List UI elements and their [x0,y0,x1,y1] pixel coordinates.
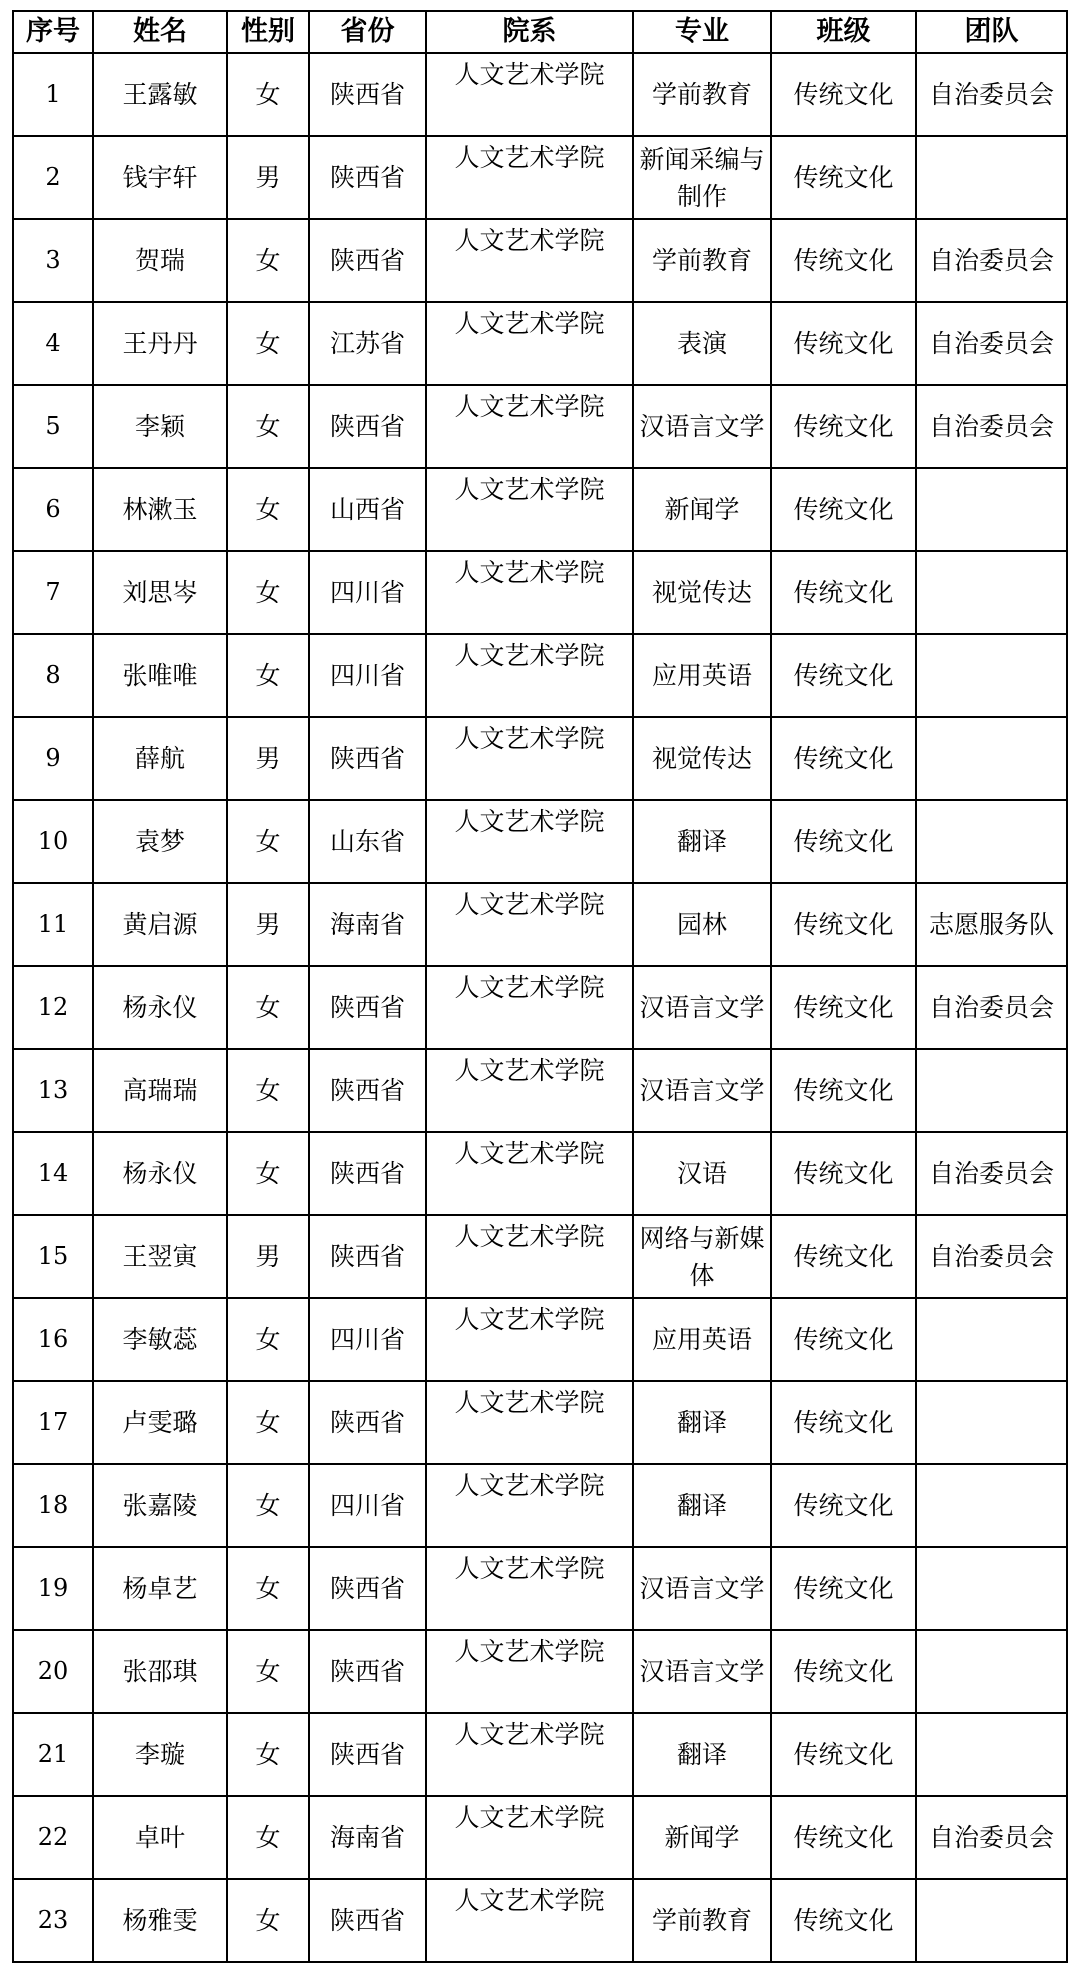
cell-team [916,1547,1067,1630]
cell-class: 传统文化 [771,966,916,1049]
cell-class: 传统文化 [771,1049,916,1132]
cell-gender: 女 [227,53,309,136]
cell-dept: 人文艺术学院 [426,1381,633,1464]
cell-class: 传统文化 [771,800,916,883]
table-row [13,1132,1067,1215]
cell-major: 视觉传达 [633,717,771,800]
table-row [13,1547,1067,1630]
cell-dept: 人文艺术学院 [426,1049,633,1132]
cell-gender: 女 [227,1713,309,1796]
cell-dept: 人文艺术学院 [426,1298,633,1381]
table-row [13,1298,1067,1381]
cell-team [916,1879,1067,1962]
table-row [13,1464,1067,1547]
cell-gender: 女 [227,1630,309,1713]
header-team: 团队 [916,11,1067,53]
cell-major: 汉语言文学 [633,1049,771,1132]
cell-province: 陕西省 [309,1547,426,1630]
cell-province: 陕西省 [309,1049,426,1132]
cell-class: 传统文化 [771,385,916,468]
cell-name: 薛航 [93,717,227,800]
cell-num: 6 [13,468,93,551]
cell-team [916,717,1067,800]
cell-dept: 人文艺术学院 [426,551,633,634]
cell-major: 翻译 [633,1713,771,1796]
table-row [13,551,1067,634]
cell-team [916,1298,1067,1381]
table-row [13,883,1067,966]
cell-class: 传统文化 [771,1630,916,1713]
cell-class: 传统文化 [771,1132,916,1215]
cell-dept: 人文艺术学院 [426,302,633,385]
table-row [13,53,1067,136]
cell-name: 袁梦 [93,800,227,883]
table-row [13,1049,1067,1132]
cell-dept: 人文艺术学院 [426,385,633,468]
cell-dept: 人文艺术学院 [426,136,633,219]
header-class: 班级 [771,11,916,53]
table-body [13,53,1067,1962]
cell-major: 学前教育 [633,53,771,136]
cell-name: 杨永仪 [93,966,227,1049]
cell-team: 自治委员会 [916,385,1067,468]
cell-team [916,800,1067,883]
cell-num: 16 [13,1298,93,1381]
cell-name: 卢雯璐 [93,1381,227,1464]
cell-gender: 女 [227,1381,309,1464]
cell-dept: 人文艺术学院 [426,1796,633,1879]
cell-gender: 男 [227,1215,309,1298]
cell-team [916,468,1067,551]
cell-name: 高瑞瑞 [93,1049,227,1132]
cell-dept: 人文艺术学院 [426,717,633,800]
cell-major: 汉语言文学 [633,1630,771,1713]
cell-num: 5 [13,385,93,468]
cell-team: 自治委员会 [916,302,1067,385]
cell-province: 陕西省 [309,219,426,302]
cell-name: 李颖 [93,385,227,468]
cell-gender: 女 [227,1547,309,1630]
cell-dept: 人文艺术学院 [426,1879,633,1962]
header-major: 专业 [633,11,771,53]
header-num: 序号 [13,11,93,53]
cell-province: 海南省 [309,883,426,966]
cell-province: 江苏省 [309,302,426,385]
cell-dept: 人文艺术学院 [426,1464,633,1547]
cell-province: 山西省 [309,468,426,551]
header-province: 省份 [309,11,426,53]
table-row [13,800,1067,883]
cell-major: 应用英语 [633,634,771,717]
cell-team [916,1713,1067,1796]
cell-major: 汉语 [633,1132,771,1215]
cell-province: 陕西省 [309,1630,426,1713]
cell-gender: 男 [227,136,309,219]
table-row [13,1713,1067,1796]
cell-num: 11 [13,883,93,966]
cell-gender: 女 [227,468,309,551]
table-row [13,136,1067,219]
cell-gender: 女 [227,385,309,468]
cell-major: 应用英语 [633,1298,771,1381]
cell-major: 网络与新媒体 [633,1215,771,1298]
cell-class: 传统文化 [771,717,916,800]
cell-major: 翻译 [633,800,771,883]
cell-class: 传统文化 [771,302,916,385]
cell-class: 传统文化 [771,1547,916,1630]
cell-num: 13 [13,1049,93,1132]
cell-name: 刘思岑 [93,551,227,634]
cell-class: 传统文化 [771,1381,916,1464]
cell-name: 王丹丹 [93,302,227,385]
cell-dept: 人文艺术学院 [426,966,633,1049]
cell-team: 自治委员会 [916,1796,1067,1879]
cell-class: 传统文化 [771,219,916,302]
cell-class: 传统文化 [771,1713,916,1796]
cell-num: 19 [13,1547,93,1630]
cell-num: 12 [13,966,93,1049]
cell-class: 传统文化 [771,883,916,966]
cell-class: 传统文化 [771,136,916,219]
cell-province: 陕西省 [309,966,426,1049]
cell-gender: 女 [227,1796,309,1879]
cell-class: 传统文化 [771,468,916,551]
table-row [13,1381,1067,1464]
cell-team [916,1630,1067,1713]
cell-dept: 人文艺术学院 [426,1215,633,1298]
cell-class: 传统文化 [771,1796,916,1879]
cell-gender: 女 [227,1049,309,1132]
header-name: 姓名 [93,11,227,53]
table-row [13,1796,1067,1879]
cell-province: 陕西省 [309,385,426,468]
cell-team [916,136,1067,219]
cell-major: 学前教育 [633,1879,771,1962]
cell-team: 志愿服务队 [916,883,1067,966]
cell-num: 4 [13,302,93,385]
cell-num: 3 [13,219,93,302]
cell-dept: 人文艺术学院 [426,1132,633,1215]
cell-num: 21 [13,1713,93,1796]
cell-team [916,1464,1067,1547]
cell-province: 陕西省 [309,717,426,800]
student-roster-table [12,10,1068,1963]
cell-province: 陕西省 [309,53,426,136]
table-row [13,385,1067,468]
cell-class: 传统文化 [771,1215,916,1298]
cell-team: 自治委员会 [916,1215,1067,1298]
cell-province: 陕西省 [309,1713,426,1796]
cell-num: 1 [13,53,93,136]
cell-province: 陕西省 [309,1215,426,1298]
cell-dept: 人文艺术学院 [426,800,633,883]
cell-num: 9 [13,717,93,800]
cell-num: 15 [13,1215,93,1298]
cell-name: 王露敏 [93,53,227,136]
cell-dept: 人文艺术学院 [426,53,633,136]
cell-major: 学前教育 [633,219,771,302]
cell-num: 22 [13,1796,93,1879]
cell-province: 四川省 [309,634,426,717]
table-row [13,634,1067,717]
cell-num: 8 [13,634,93,717]
cell-name: 张嘉陵 [93,1464,227,1547]
cell-name: 李敏蕊 [93,1298,227,1381]
cell-class: 传统文化 [771,634,916,717]
cell-class: 传统文化 [771,1879,916,1962]
table-row [13,966,1067,1049]
cell-province: 陕西省 [309,1132,426,1215]
cell-major: 翻译 [633,1464,771,1547]
table-row [13,468,1067,551]
cell-province: 四川省 [309,1298,426,1381]
table-row [13,1879,1067,1962]
header-dept: 院系 [426,11,633,53]
cell-name: 杨卓艺 [93,1547,227,1630]
cell-gender: 男 [227,717,309,800]
cell-team: 自治委员会 [916,1132,1067,1215]
cell-gender: 女 [227,1298,309,1381]
cell-num: 10 [13,800,93,883]
cell-name: 杨雅雯 [93,1879,227,1962]
cell-class: 传统文化 [771,53,916,136]
cell-class: 传统文化 [771,551,916,634]
table-row [13,219,1067,302]
cell-dept: 人文艺术学院 [426,883,633,966]
cell-num: 23 [13,1879,93,1962]
cell-province: 陕西省 [309,1381,426,1464]
cell-gender: 女 [227,634,309,717]
cell-gender: 女 [227,1132,309,1215]
cell-major: 视觉传达 [633,551,771,634]
cell-major: 汉语言文学 [633,1547,771,1630]
cell-dept: 人文艺术学院 [426,1630,633,1713]
cell-dept: 人文艺术学院 [426,634,633,717]
cell-dept: 人文艺术学院 [426,1547,633,1630]
cell-team: 自治委员会 [916,53,1067,136]
cell-name: 卓叶 [93,1796,227,1879]
cell-gender: 女 [227,966,309,1049]
cell-dept: 人文艺术学院 [426,219,633,302]
cell-province: 四川省 [309,551,426,634]
cell-gender: 女 [227,800,309,883]
cell-major: 新闻采编与制作 [633,136,771,219]
cell-num: 14 [13,1132,93,1215]
cell-name: 钱宇轩 [93,136,227,219]
cell-num: 18 [13,1464,93,1547]
cell-major: 表演 [633,302,771,385]
cell-team [916,634,1067,717]
cell-province: 陕西省 [309,136,426,219]
cell-major: 汉语言文学 [633,966,771,1049]
cell-class: 传统文化 [771,1298,916,1381]
cell-team: 自治委员会 [916,219,1067,302]
table-row [13,302,1067,385]
header-gender: 性别 [227,11,309,53]
cell-gender: 女 [227,219,309,302]
cell-gender: 男 [227,883,309,966]
cell-major: 新闻学 [633,468,771,551]
cell-team: 自治委员会 [916,966,1067,1049]
cell-num: 2 [13,136,93,219]
cell-name: 李璇 [93,1713,227,1796]
cell-class: 传统文化 [771,1464,916,1547]
cell-num: 20 [13,1630,93,1713]
header-row [13,11,1067,53]
table-row [13,1630,1067,1713]
cell-name: 林漱玉 [93,468,227,551]
cell-major: 翻译 [633,1381,771,1464]
cell-major: 新闻学 [633,1796,771,1879]
cell-name: 杨永仪 [93,1132,227,1215]
cell-dept: 人文艺术学院 [426,1713,633,1796]
cell-province: 陕西省 [309,1879,426,1962]
cell-gender: 女 [227,1879,309,1962]
cell-major: 汉语言文学 [633,385,771,468]
cell-team [916,1049,1067,1132]
cell-name: 王翌寅 [93,1215,227,1298]
cell-name: 张邵琪 [93,1630,227,1713]
cell-dept: 人文艺术学院 [426,468,633,551]
table-row [13,1215,1067,1298]
cell-num: 7 [13,551,93,634]
cell-num: 17 [13,1381,93,1464]
cell-gender: 女 [227,1464,309,1547]
cell-gender: 女 [227,302,309,385]
cell-province: 山东省 [309,800,426,883]
cell-name: 贺瑞 [93,219,227,302]
table-header [13,11,1067,53]
cell-team [916,551,1067,634]
cell-province: 海南省 [309,1796,426,1879]
table-row [13,717,1067,800]
cell-province: 四川省 [309,1464,426,1547]
cell-major: 园林 [633,883,771,966]
cell-team [916,1381,1067,1464]
cell-gender: 女 [227,551,309,634]
cell-name: 黄启源 [93,883,227,966]
cell-name: 张唯唯 [93,634,227,717]
